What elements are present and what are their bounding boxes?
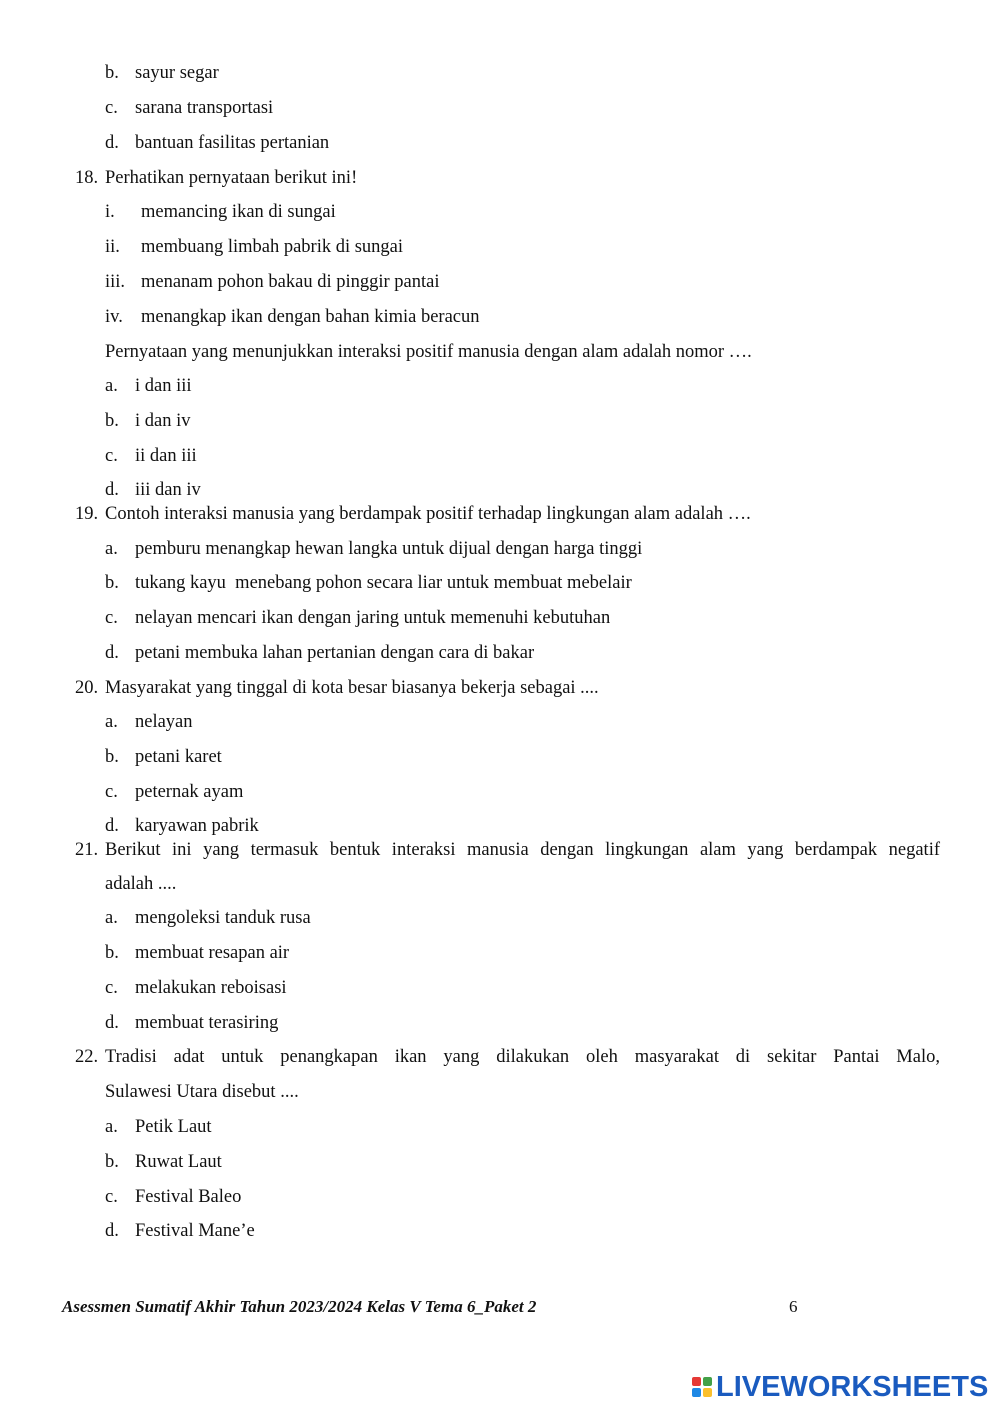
liveworksheets-logo bbox=[692, 1372, 988, 1402]
statement-label: iv. bbox=[105, 307, 123, 327]
option-text: Petik Laut bbox=[135, 1117, 212, 1137]
option-text: Festival Mane’e bbox=[135, 1221, 255, 1241]
option-label: c. bbox=[105, 978, 118, 998]
option-text: petani karet bbox=[135, 747, 222, 767]
logo-square-yellow bbox=[703, 1388, 712, 1397]
question-stem-line2: Sulawesi Utara disebut .... bbox=[105, 1082, 299, 1102]
option-text: Festival Baleo bbox=[135, 1187, 242, 1207]
option-label: d. bbox=[105, 1221, 119, 1241]
logo-square-red bbox=[692, 1377, 701, 1386]
option-text: i dan iii bbox=[135, 376, 192, 396]
option-text: nelayan bbox=[135, 712, 193, 732]
statement-text: menangkap ikan dengan bahan kimia beracun bbox=[141, 307, 480, 327]
question-number: 21. bbox=[75, 840, 99, 860]
statement-text: memancing ikan di sungai bbox=[141, 202, 336, 222]
option-text: melakukan reboisasi bbox=[135, 978, 287, 998]
question-number: 20. bbox=[75, 678, 99, 698]
logo-wordmark: LIVEWORKSHEETS bbox=[716, 1370, 989, 1403]
question-stem-line1: Berikut ini yang termasuk bentuk interaksi manusia dengan lingkungan alam yang berdampak negatif bbox=[105, 840, 940, 860]
logo-icon bbox=[692, 1377, 712, 1397]
question-number: 18. bbox=[75, 168, 99, 188]
option-label: d. bbox=[105, 643, 119, 663]
page-number: 6 bbox=[789, 1297, 798, 1316]
option-label: d. bbox=[105, 133, 119, 153]
option-label: c. bbox=[105, 608, 118, 628]
option-label: b. bbox=[105, 573, 119, 593]
option-text: membuat resapan air bbox=[135, 943, 290, 963]
option-label: a. bbox=[105, 376, 118, 396]
option-text: karyawan pabrik bbox=[135, 816, 259, 836]
option-text: mengoleksi tanduk rusa bbox=[135, 908, 311, 928]
option-text: pemburu menangkap hewan langka untuk dijual dengan harga tinggi bbox=[135, 539, 643, 559]
question-number: 22. bbox=[75, 1047, 99, 1067]
question-stem: Contoh interaksi manusia yang berdampak positif terhadap lingkungan alam adalah …. bbox=[105, 504, 751, 524]
option-text: membuat terasiring bbox=[135, 1013, 279, 1033]
option-label: c. bbox=[105, 1187, 118, 1207]
option-text: nelayan mencari ikan dengan jaring untuk memenuhi kebutuhan bbox=[135, 608, 611, 628]
option-label: d. bbox=[105, 480, 119, 500]
option-text: i dan iv bbox=[135, 411, 191, 431]
option-label: a. bbox=[105, 712, 118, 732]
statement-label: i. bbox=[105, 202, 115, 222]
logo-square-blue bbox=[692, 1388, 701, 1397]
option-label: c. bbox=[105, 446, 118, 466]
page-footer-title: Asessmen Sumatif Akhir Tahun 2023/2024 Kelas V Tema 6_Paket 2 bbox=[62, 1297, 537, 1316]
option-label: a. bbox=[105, 908, 118, 928]
logo-square-green bbox=[703, 1377, 712, 1386]
statement-text: membuang limbah pabrik di sungai bbox=[141, 237, 404, 257]
option-label: c. bbox=[105, 98, 118, 118]
statement-label: ii. bbox=[105, 237, 120, 257]
option-label: b. bbox=[105, 943, 119, 963]
option-text: peternak ayam bbox=[135, 782, 244, 802]
option-label: b. bbox=[105, 411, 119, 431]
option-label: b. bbox=[105, 1152, 119, 1172]
question-stem-line2: adalah .... bbox=[105, 874, 177, 894]
option-label: a. bbox=[105, 1117, 118, 1137]
option-text: bantuan fasilitas pertanian bbox=[135, 133, 330, 153]
option-text: tukang kayu menebang pohon secara liar untuk membuat mebelair bbox=[135, 573, 632, 593]
question-stem: Perhatikan pernyataan berikut ini! bbox=[105, 168, 358, 188]
statement-text: menanam pohon bakau di pinggir pantai bbox=[141, 272, 440, 292]
option-text: iii dan iv bbox=[135, 480, 201, 500]
question-stem: Masyarakat yang tinggal di kota besar biasanya bekerja sebagai .... bbox=[105, 678, 599, 698]
option-text: sarana transportasi bbox=[135, 98, 274, 118]
statement-label: iii. bbox=[105, 272, 126, 292]
question-prompt: Pernyataan yang menunjukkan interaksi positif manusia dengan alam adalah nomor …. bbox=[105, 342, 752, 362]
option-text: sayur segar bbox=[135, 63, 219, 83]
option-text: Ruwat Laut bbox=[135, 1152, 222, 1172]
option-text: ii dan iii bbox=[135, 446, 197, 466]
option-label: d. bbox=[105, 1013, 119, 1033]
option-label: b. bbox=[105, 63, 119, 83]
option-label: c. bbox=[105, 782, 118, 802]
option-label: a. bbox=[105, 539, 118, 559]
option-label: b. bbox=[105, 747, 119, 767]
option-label: d. bbox=[105, 816, 119, 836]
option-text: petani membuka lahan pertanian dengan cara di bakar bbox=[135, 643, 535, 663]
question-stem-line1: Tradisi adat untuk penangkapan ikan yang dilakukan oleh masyarakat di sekitar Pantai Malo, bbox=[105, 1047, 940, 1067]
question-number: 19. bbox=[75, 504, 99, 524]
